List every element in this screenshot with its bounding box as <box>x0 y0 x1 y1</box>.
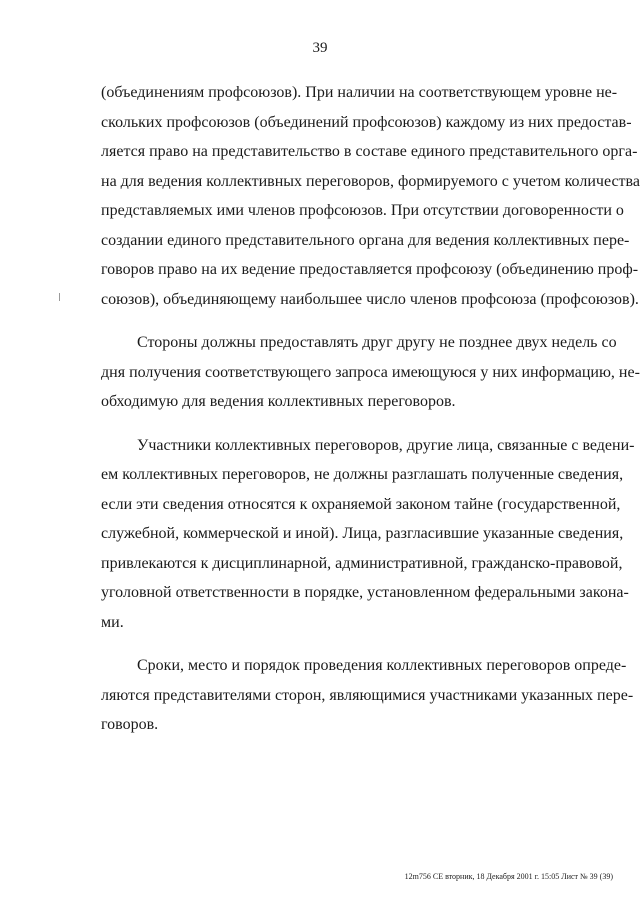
text-line: дня получения соответствующего запроса имеющуюся у них информацию, не- <box>101 363 640 381</box>
document-body <box>101 78 640 740</box>
text-line: уголовной ответственности в порядке, установленном федеральными закона- <box>101 584 629 601</box>
text-line: Сроки, место и порядок проведения коллективных переговоров опреде- <box>137 657 627 674</box>
text-line: на для ведения коллективных переговоров, формируемого с учетом количества <box>101 172 640 190</box>
text-line: ляются представителями сторон, являющимися участниками указанных пере- <box>101 686 634 704</box>
text-line: Участники коллективных переговоров, другие лица, связанные с ведени- <box>137 436 635 454</box>
paragraph-3 <box>101 431 635 638</box>
text-line: скольких профсоюзов (объединений профсоюзов) каждому из них предостав- <box>101 113 632 131</box>
text-line: обходимую для ведения коллективных переговоров. <box>101 393 456 410</box>
text-line: если эти сведения относятся к охраняемой законом тайне (государственной, <box>101 495 621 513</box>
text-line: говоров право на их ведение предоставляется профсоюзу (объединению проф- <box>101 261 639 278</box>
text-line: говоров. <box>101 716 159 733</box>
text-line: создании единого представительного органа для ведения коллективных пере- <box>101 231 630 249</box>
paragraph-2 <box>101 328 640 417</box>
paragraph-4 <box>101 651 634 740</box>
text-line: Стороны должны предоставлять друг другу не позднее двух недель со <box>137 334 617 351</box>
text-line: союзов), объединяющему наибольшее число членов профсоюза (профсоюзов). <box>101 290 639 308</box>
text-line: представляемых ими членов профсоюзов. При отсутствии договоренности о <box>101 202 624 219</box>
text-line: ляется право на представительство в составе единого представительного орга- <box>101 143 638 160</box>
text-line: привлекаются к дисциплинарной, административной, гражданско-правовой, <box>101 554 623 572</box>
text-line: служебной, коммерческой и иной). Лица, разгласившие указанные сведения, <box>101 525 624 542</box>
page-footer: 12m756 CE вторник, 18 Декабря 2001 г. 15:05 Лист № 39 (39) <box>404 872 613 881</box>
text-line: (объединениям профсоюзов). При наличии на соответствующем уровне не- <box>101 84 618 101</box>
page-number: 39 <box>312 40 328 56</box>
text-line: ми. <box>101 613 124 631</box>
scan-mark <box>59 293 60 301</box>
paragraph-1 <box>101 78 640 314</box>
text-line: ем коллективных переговоров, не должны разглашать полученные сведения, <box>101 466 624 483</box>
